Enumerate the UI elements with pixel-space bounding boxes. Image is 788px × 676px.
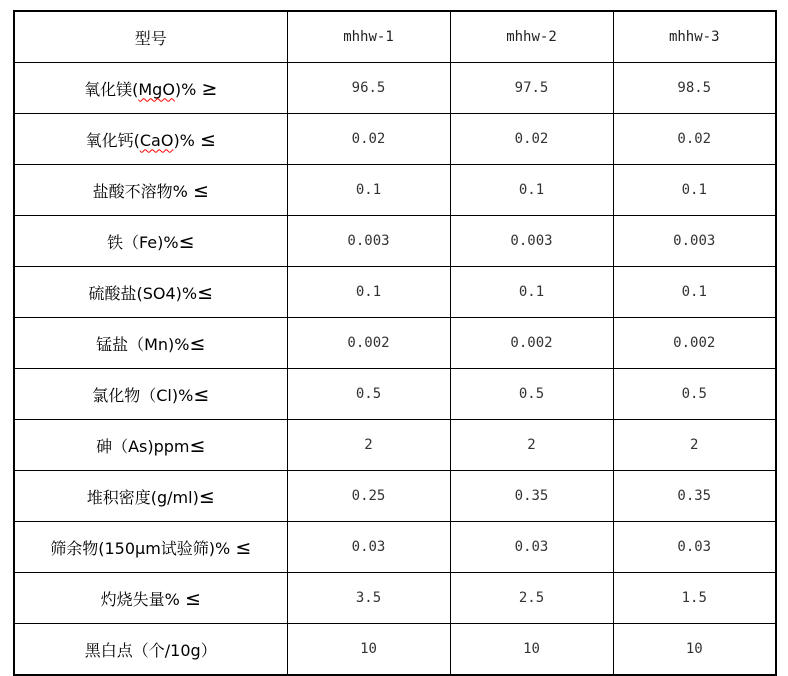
cell-value: 0.1 [450, 267, 613, 318]
cell-value: 2 [450, 420, 613, 471]
comparison-symbol: ≤ [235, 536, 252, 559]
cell-value: 2 [613, 420, 776, 471]
row-label [14, 420, 287, 471]
cell-value: 0.03 [613, 522, 776, 573]
cell-value: 0.5 [613, 369, 776, 420]
row-label [14, 216, 287, 267]
cell-value: 0.1 [287, 165, 450, 216]
cell-value: 0.1 [613, 165, 776, 216]
cell-value: 0.03 [287, 522, 450, 573]
cell-value: 0.1 [450, 165, 613, 216]
table-row-sieve-residue [14, 522, 776, 573]
comparison-symbol: ≥ [201, 77, 218, 100]
header-model-3: mhhw-3 [613, 11, 776, 63]
table-row-black-white-spots [14, 624, 776, 676]
row-label [14, 624, 287, 676]
cell-value: 2 [287, 420, 450, 471]
table-row-as [14, 420, 776, 471]
header-model-1: mhhw-1 [287, 11, 450, 63]
cell-value: 0.35 [450, 471, 613, 522]
label-misspelled-text: MgO [138, 79, 175, 99]
row-label [14, 318, 287, 369]
row-label [14, 573, 287, 624]
label-text: 砷（As)ppm [96, 436, 190, 456]
table-row-cao [14, 114, 776, 165]
comparison-symbol: ≤ [189, 332, 206, 355]
comparison-symbol: ≤ [199, 128, 216, 151]
cell-value: 0.5 [287, 369, 450, 420]
cell-value: 0.02 [613, 114, 776, 165]
cell-value: 10 [613, 624, 776, 676]
label-text: 灼烧失量% [100, 589, 185, 609]
cell-value: 2.5 [450, 573, 613, 624]
label-text: 氧化钙( [85, 130, 140, 150]
cell-value: 0.03 [450, 522, 613, 573]
row-label [14, 369, 287, 420]
table-row-bulk-density [14, 471, 776, 522]
table-row-mn [14, 318, 776, 369]
row-label [14, 522, 287, 573]
cell-value: 0.003 [613, 216, 776, 267]
table-row-hcl-insoluble [14, 165, 776, 216]
comparison-symbol: ≤ [184, 587, 201, 610]
cell-value: 96.5 [287, 63, 450, 114]
label-text: 氧化镁( [84, 79, 139, 99]
label-text: 堆积密度(g/ml) [86, 487, 199, 507]
comparison-symbol: ≤ [197, 281, 214, 304]
label-text: )% [173, 130, 200, 150]
label-text: 氯化物（Cl)% [92, 385, 194, 405]
cell-value: 3.5 [287, 573, 450, 624]
row-label [14, 165, 287, 216]
cell-value: 97.5 [450, 63, 613, 114]
row-label [14, 471, 287, 522]
label-text: )% [174, 79, 202, 99]
spec-table [13, 10, 777, 676]
label-text: 锰盐（Mn)% [96, 334, 190, 354]
cell-value: 0.003 [450, 216, 613, 267]
header-model-label: 型号 [14, 11, 287, 63]
comparison-symbol: ≤ [198, 485, 215, 508]
cell-value: 0.1 [287, 267, 450, 318]
cell-value: 0.02 [287, 114, 450, 165]
table-row-cl [14, 369, 776, 420]
label-misspelled-text: CaO [139, 130, 174, 150]
cell-value: 0.35 [613, 471, 776, 522]
label-text: 黑白点（个/10g） [84, 640, 217, 660]
cell-value: 0.002 [613, 318, 776, 369]
cell-value: 0.002 [287, 318, 450, 369]
comparison-symbol: ≤ [192, 179, 209, 202]
header-model-2: mhhw-2 [450, 11, 613, 63]
row-label [14, 114, 287, 165]
comparison-symbol: ≤ [178, 230, 195, 253]
header-row [14, 11, 776, 63]
cell-value: 10 [450, 624, 613, 676]
cell-value: 0.1 [613, 267, 776, 318]
label-text: 盐酸不溶物% [92, 181, 193, 201]
row-label [14, 267, 287, 318]
table-row-so4 [14, 267, 776, 318]
cell-value: 10 [287, 624, 450, 676]
table-row-fe [14, 216, 776, 267]
cell-value: 0.02 [450, 114, 613, 165]
cell-value: 0.25 [287, 471, 450, 522]
cell-value: 0.5 [450, 369, 613, 420]
label-text: 硫酸盐(SO4)% [88, 283, 198, 303]
table-row-mgo [14, 63, 776, 114]
label-text: 铁（Fe)% [106, 232, 179, 252]
cell-value: 0.002 [450, 318, 613, 369]
comparison-symbol: ≤ [193, 383, 210, 406]
row-label [14, 63, 287, 114]
cell-value: 98.5 [613, 63, 776, 114]
comparison-symbol: ≤ [189, 434, 206, 457]
cell-value: 0.003 [287, 216, 450, 267]
cell-value: 1.5 [613, 573, 776, 624]
label-text: 筛余物(150μm试验筛)% [50, 538, 236, 558]
table-row-ignition-loss [14, 573, 776, 624]
